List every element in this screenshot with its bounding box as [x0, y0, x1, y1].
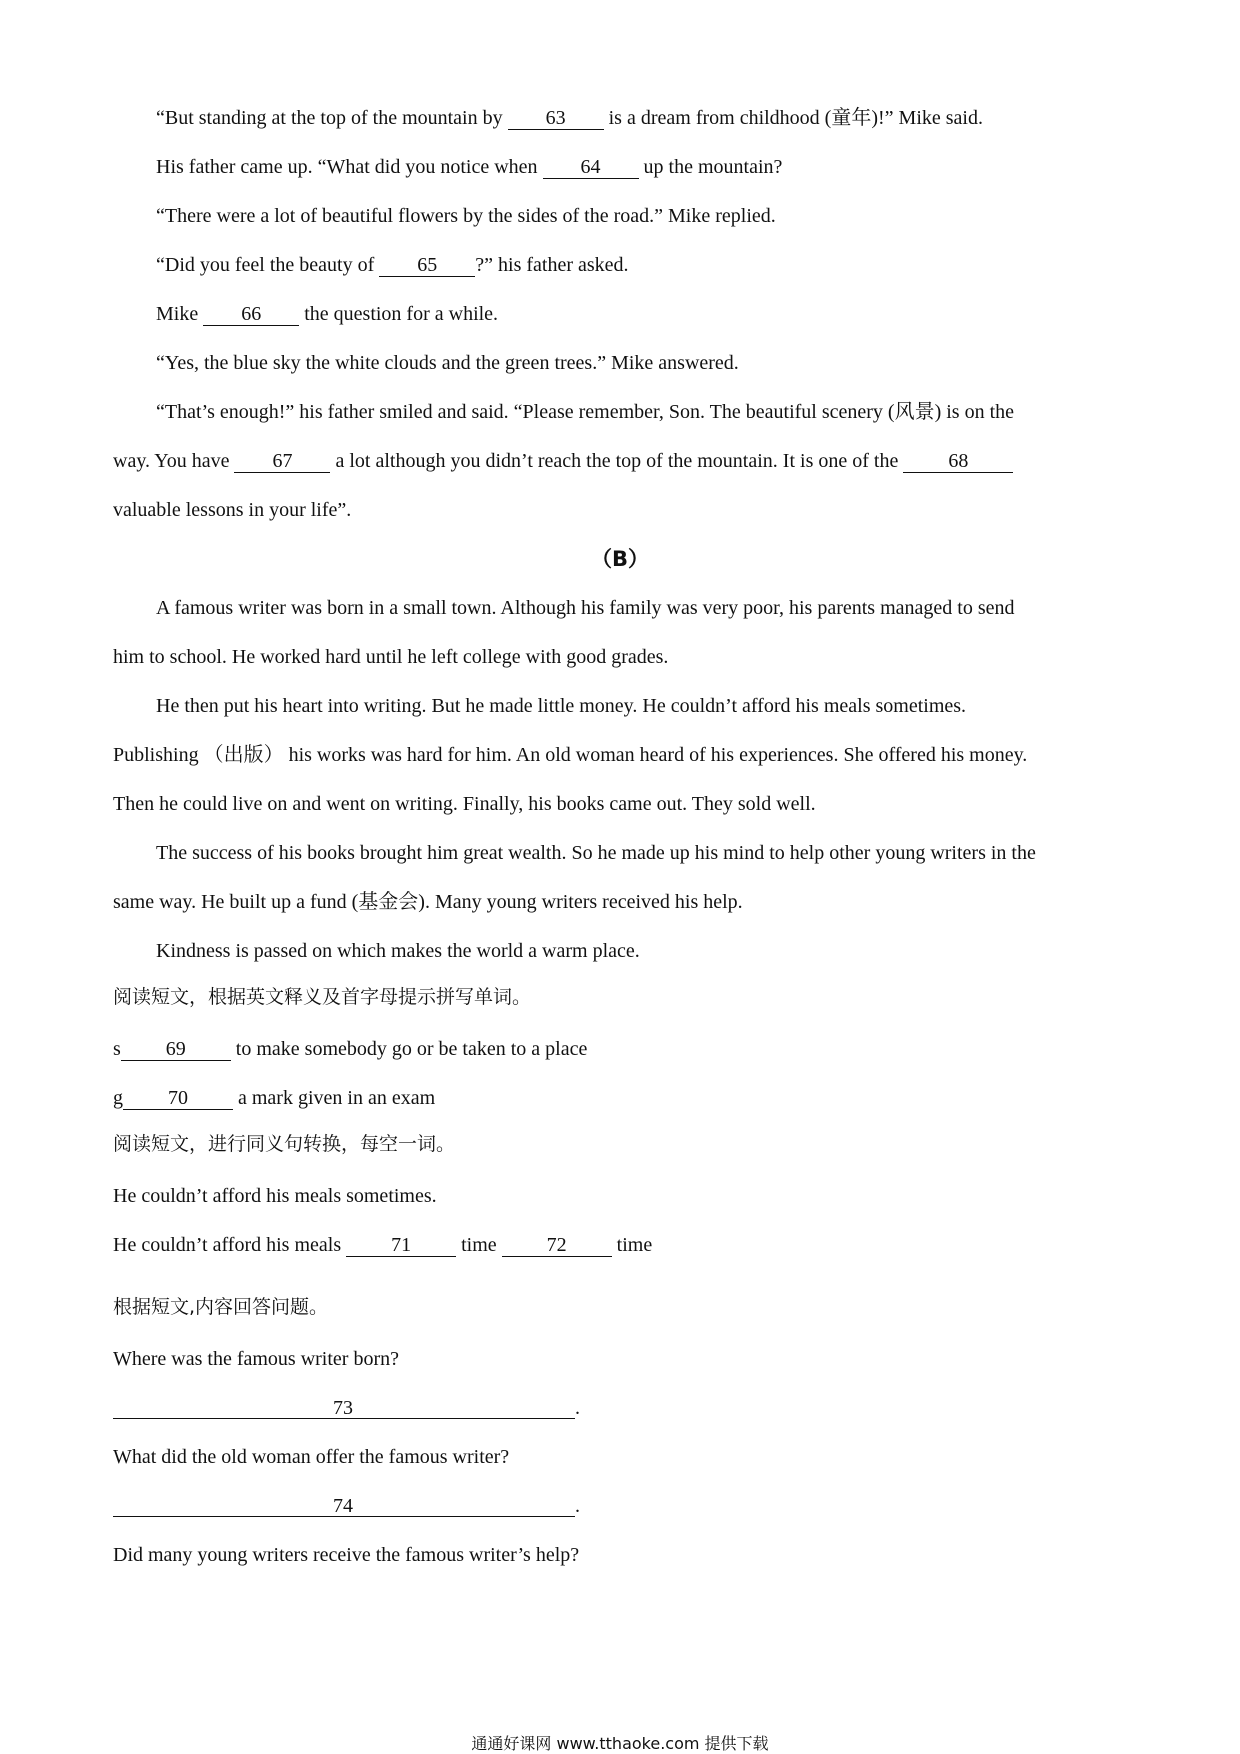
text-line: him to school. He worked hard until he left college with good grades. — [113, 646, 669, 668]
text-line: Then he could live on and went on writing. Finally, his books came out. They sold well. — [113, 793, 816, 815]
text: a lot although you didn’t reach the top of the mountain. It is one of the — [330, 450, 904, 472]
text-line — [156, 157, 782, 179]
blank-66: 66 — [203, 304, 299, 326]
text-line — [156, 255, 629, 277]
definition: to make somebody go or be taken to a place — [230, 1038, 588, 1060]
instruction: 阅读短文，根据英文释义及首字母提示拼写单词。 — [113, 986, 532, 1008]
text-line: A famous writer was born in a small town. Although his family was very poor, his parents managed to send — [156, 597, 1015, 619]
instruction: 根据短文,内容回答问题。 — [113, 1296, 329, 1318]
text: Mike — [156, 303, 204, 325]
text-line: The success of his books brought him great wealth. So he made up his mind to help other young writers in the — [156, 842, 1036, 864]
blank-68: 68 — [903, 451, 1013, 473]
text-line — [113, 451, 1013, 473]
answer-period: . — [575, 1495, 580, 1517]
blank-72: 72 — [502, 1235, 612, 1257]
answer-number-73: 73 — [333, 1397, 353, 1419]
text: the question for a while. — [299, 303, 499, 325]
initial-letter: g — [113, 1087, 123, 1109]
answer-period: . — [575, 1397, 580, 1419]
blank-64: 64 — [543, 157, 639, 179]
text-line: He couldn’t afford his meals sometimes. — [113, 1185, 437, 1207]
text: is a dream from childhood (童年)!” Mike said. — [603, 107, 983, 129]
text: “But standing at the top of the mountain by — [156, 107, 508, 129]
question-text: Did many young writers receive the famous writer’s help? — [113, 1544, 580, 1566]
text-line — [156, 108, 983, 130]
text-line: Kindness is passed on which makes the world a warm place. — [156, 940, 640, 962]
text: up the mountain? — [638, 156, 783, 178]
question-70 — [113, 1088, 435, 1110]
text: time — [611, 1234, 653, 1256]
text: way. You have — [113, 450, 235, 472]
question-text: What did the old woman offer the famous writer? — [113, 1446, 510, 1468]
text: time — [456, 1234, 502, 1256]
text-line — [113, 1235, 652, 1257]
blank-67: 67 — [234, 451, 330, 473]
instruction: 阅读短文，进行同义句转换，每空一词。 — [113, 1133, 456, 1155]
text-line: same way. He built up a fund (基金会). Many young writers received his help. — [113, 891, 743, 913]
text: His father came up. “What did you notice when — [156, 156, 543, 178]
question-text: Where was the famous writer born? — [113, 1348, 399, 1370]
section-title: （B） — [590, 547, 649, 571]
text-line: valuable lessons in your life”. — [113, 499, 352, 521]
blank-63: 63 — [508, 108, 604, 130]
blank-70: 70 — [123, 1088, 233, 1110]
answer-number-74: 74 — [333, 1495, 353, 1517]
initial-letter: s — [113, 1038, 121, 1060]
text-line: “That’s enough!” his father smiled and said. “Please remember, Son. The beautiful scenery (风景) is on the — [156, 401, 1015, 423]
text-line: He then put his heart into writing. But he made little money. He couldn’t afford his meals sometimes. — [156, 695, 967, 717]
text-line: Publishing （出版） his works was hard for him. An old woman heard of his experiences. She offered his money. — [113, 744, 1028, 766]
question-69 — [113, 1039, 587, 1061]
footer: 通通好课网 www.tthaoke.com 提供下载 — [471, 1734, 769, 1753]
blank-71: 71 — [346, 1235, 456, 1257]
blank-65: 65 — [379, 255, 475, 277]
blank-69: 69 — [121, 1039, 231, 1061]
text: He couldn’t afford his meals — [113, 1234, 347, 1256]
definition: a mark given in an exam — [233, 1087, 436, 1109]
text-line — [156, 304, 498, 326]
text: ?” his father asked. — [475, 254, 629, 276]
text-line: “There were a lot of beautiful flowers by the sides of the road.” Mike replied. — [156, 205, 776, 227]
text: “Did you feel the beauty of — [156, 254, 380, 276]
text-line: “Yes, the blue sky the white clouds and the green trees.” Mike answered. — [156, 352, 739, 374]
